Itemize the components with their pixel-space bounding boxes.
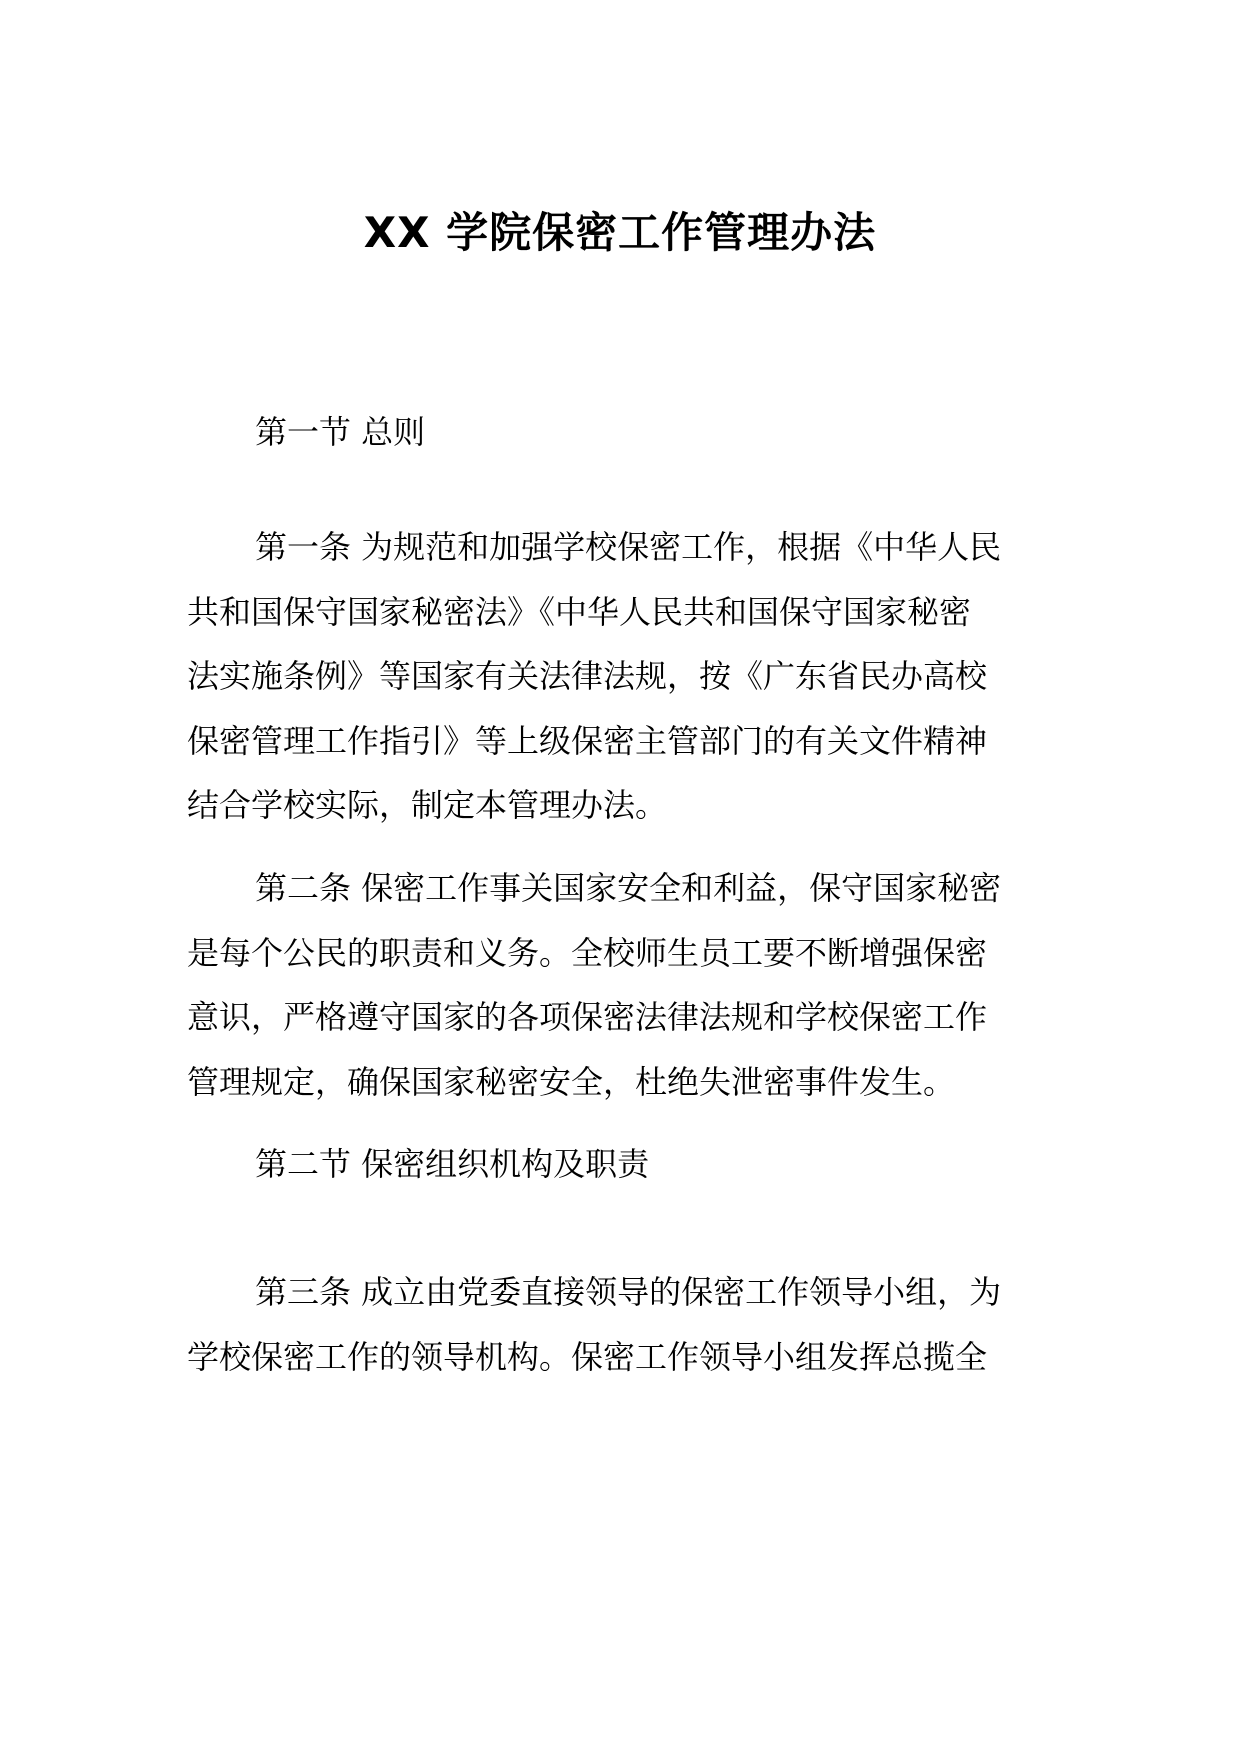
article-3-line: 第三条 成立由党委直接领导的保密工作领导小组，为 [255,1273,1002,1311]
article-2 [187,856,1055,1114]
article-1-line: 第一条 为规范和加强学校保密工作，根据《中华人民 [255,528,1002,566]
article-1-line: 共和国保守国家秘密法》《中华人民共和国保守国家秘密 [187,592,972,631]
article-3 [187,1260,1055,1389]
article-2-line: 管理规定，确保国家秘密安全，杜绝失泄密事件发生。 [187,1062,956,1101]
article-2-line: 意识，严格遵守国家的各项保密法律法规和学校保密工作 [187,998,988,1036]
article-1-line: 法实施条例》等国家有关法律法规，按《广东省民办高校 [187,657,988,695]
article-2-line: 是每个公民的职责和义务。全校师生员工要不断增强保密 [187,933,988,972]
document-title: XX 学院保密工作管理办法 [363,208,877,257]
section-heading-organization: 第二节 保密组织机构及职责 [255,1145,650,1183]
article-1 [187,515,1055,838]
section-heading-general: 第一节 总则 [255,413,426,451]
article-3-line: 学校保密工作的领导机构。保密工作领导小组发挥总揽全 [187,1337,988,1376]
article-1-line: 保密管理工作指引》等上级保密主管部门的有关文件精神 [187,721,988,760]
article-1-line: 结合学校实际，制定本管理办法。 [187,786,668,824]
article-2-line: 第二条 保密工作事关国家安全和利益，保守国家秘密 [255,869,1002,907]
